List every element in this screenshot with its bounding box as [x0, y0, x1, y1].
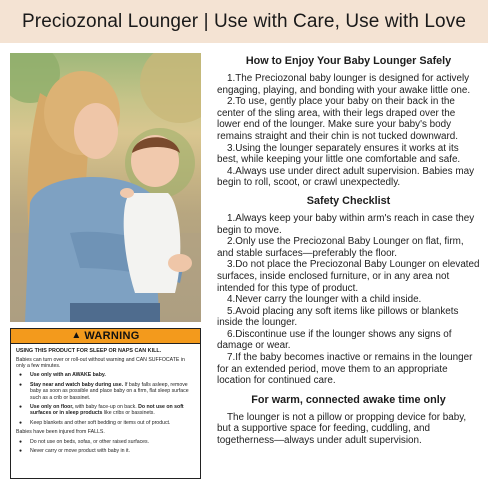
instructions-column [217, 55, 480, 447]
paragraph: 3.Using the lounger separately ensures it works at its best, while keeping your little one comfortable and safe. [217, 142, 461, 166]
section-title: Safety Checklist [306, 194, 391, 207]
warning-item: ● Do not use on beds, sofas, or other raised surfaces. [16, 439, 195, 445]
paragraph: 6.Discontinue use if the lounger shows any signs of damage or wear. [217, 328, 452, 352]
warning-lead: USING THIS PRODUCT FOR SLEEP OR NAPS CAN KILL. [16, 348, 162, 354]
paragraph: 2.To use, gently place your baby on their back in the center of the sling area, with their legs draped over the lower end of the lounger. Make sure your baby's body remains straight and their chin is not tucked downward. [217, 96, 458, 142]
section-title: How to Enjoy Your Baby Lounger Safely [245, 55, 452, 67]
warning-falls: Babies have been injured from FALLS. [16, 429, 105, 436]
paragraph: 1.The Preciozonal baby lounger is designed for actively engaging, playing, and bonding with your awake little one. [217, 73, 471, 96]
mother-holding-baby-photo [10, 53, 201, 322]
warning-triangle-icon: ▲ [71, 330, 82, 341]
paragraph: 2.Only use the Preciozonal Baby Lounger on flat, firm, and stable surfaces—preferably the floor. [217, 236, 464, 259]
paragraph: 5.Avoid placing any soft items like pillows or blankets inside the lounger. [217, 305, 459, 329]
paragraph: The lounger is not a pillow or propping device for baby, but a supportive space for feeding, cuddling, and togetherness—always under adult supervision. [217, 411, 467, 447]
section-how-to [217, 55, 480, 189]
warning-item: ● Use only on floor, with baby face-up on back. Do not use on soft surfaces or in sleep products like cribs or bassinets. [16, 404, 195, 417]
section-title: For warm, connected awake time only [251, 393, 446, 406]
warning-intro: Babies can turn over or roll-out without warning and CAN SUFFOCATE in only a few minutes. [16, 356, 185, 369]
warning-item: ● Never carry or move product with baby in it. [16, 448, 195, 454]
paragraph: 4.Never carry the lounger with a child inside. [227, 294, 422, 306]
warning-list [11, 372, 200, 426]
paragraph: 3.Do not place the Preciozonal Baby Lounger on elevated surfaces, inside enclosed furniture, or in any area not intended for this type of product. [217, 259, 480, 294]
paragraph: 7.If the baby becomes inactive or remains in the lounger for an extended period, move them to an appropriate location for continued care. [217, 352, 473, 387]
page-title: Preciozonal Lounger | Use with Care, Use with Love [22, 10, 466, 32]
paragraph: 1.Always keep your baby within arm's reach in case they begin to move. [217, 212, 475, 236]
warning-item: ● Keep blankets and other soft bedding or items out of product. [16, 420, 195, 426]
warning-heading: WARNING [84, 330, 140, 342]
warning-list-falls [11, 439, 200, 455]
section-awake-time [217, 394, 480, 447]
header-banner [0, 0, 488, 43]
section-safety-checklist [217, 195, 480, 387]
warning-label [10, 328, 201, 479]
paragraph: 4.Always use under direct adult supervision. Babies may begin to roll, scoot, or crawl unexpectedly. [217, 165, 475, 189]
warning-item: ● Use only with an AWAKE baby. [16, 372, 195, 378]
warning-item: ● Stay near and watch baby during use. If baby falls asleep, remove baby as soon as possible and place baby on a firm, flat sleep surface such as a crib or bassinet. [16, 382, 195, 401]
warning-header-bar [11, 329, 200, 344]
